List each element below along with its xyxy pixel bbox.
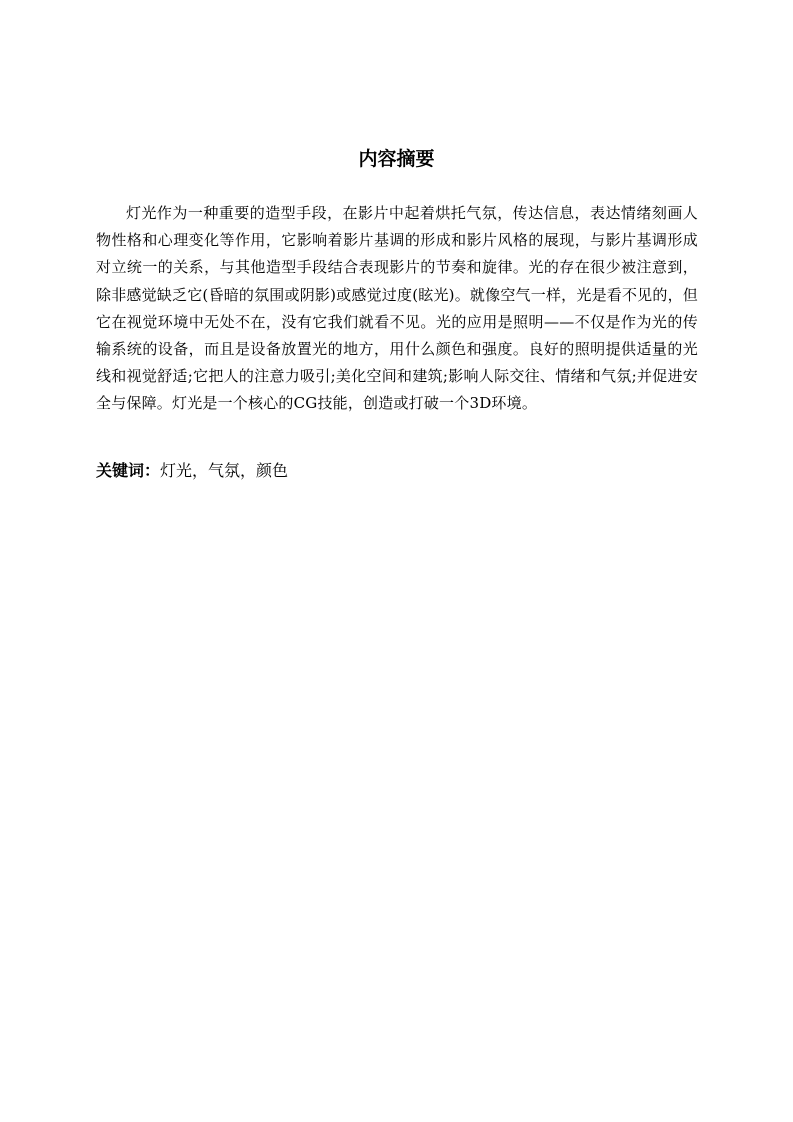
keywords-values: 灯光，气氛，颜色 xyxy=(160,461,289,480)
keywords-label: 关键词： xyxy=(96,461,161,480)
keywords-line xyxy=(96,458,288,485)
page-title: 内容摘要 xyxy=(358,148,435,170)
abstract-paragraph: 灯光作为一种重要的造型手段，在影片中起着烘托气氛，传达信息，表达情绪刻画人物性格和心理变化等作用，它影响着影片基调的形成和影片风格的展现，与影片基调形成对立统一的关系，与其他造型手段结合表现影片的节奏和旋律。光的存在很少被注意到，除非感觉缺乏它(昏暗的氛围或阴影)或感觉过度(眩光)。就像空气一样，光是看不见的，但它在视觉环境中无处不在，没有它我们就看不见。光的应用是照明——不仅是作为光的传输系统的设备，而且是设备放置光的地方，用什么颜色和强度。良好的照明提供适量的光线和视觉舒适;它把人的注意力吸引;美化空间和建筑;影响人际交往、情绪和气氛;并促进安全与保障。灯光是一个核心的CG技能，创造或打破一个3D环境。 xyxy=(96,204,698,413)
